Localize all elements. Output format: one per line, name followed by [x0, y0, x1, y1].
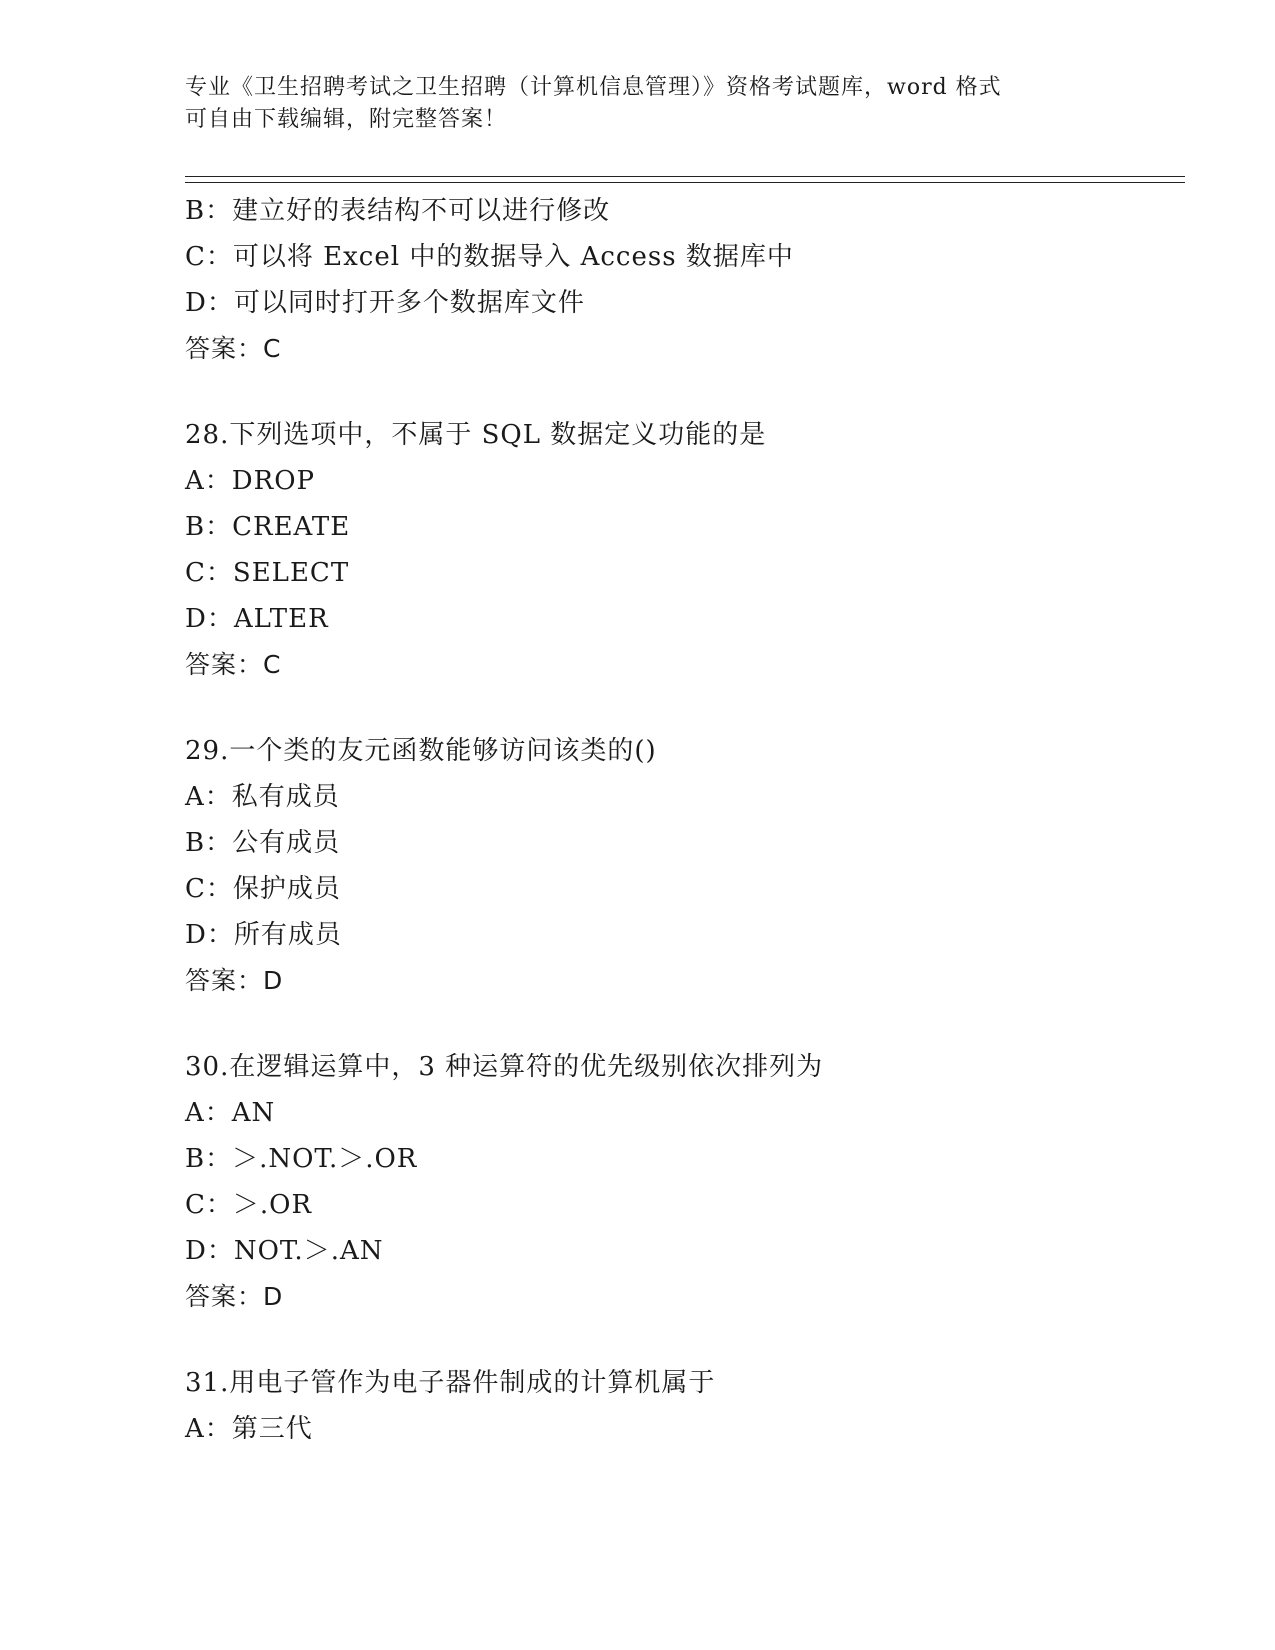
option-a: A：AN: [185, 1098, 276, 1128]
option-c: C：SELECT: [185, 558, 350, 588]
option-b: B：＞.NOT.＞.OR: [185, 1144, 418, 1174]
answer-line: 答案：C: [185, 650, 282, 679]
answer-line: 答案：D: [185, 966, 284, 995]
document-header: [185, 72, 1085, 136]
spacer: [185, 1004, 1185, 1044]
option-a: A：第三代: [185, 1414, 313, 1444]
header-line-1: 专业《卫生招聘考试之卫生招聘（计算机信息管理）》资格考试题库，word 格式: [185, 75, 1002, 100]
spacer: [185, 1320, 1185, 1360]
question-31: [185, 1360, 1185, 1452]
option-c: C：保护成员: [185, 874, 341, 904]
header-line-2: 可自由下载编辑，附完整答案！: [185, 107, 508, 132]
question-list: [185, 188, 1185, 1452]
spacer: [185, 372, 1185, 412]
question-30: [185, 1044, 1185, 1320]
question-text: 29.一个类的友元函数能够访问该类的(): [185, 736, 657, 766]
question-29: [185, 728, 1185, 1004]
option-d: D：ALTER: [185, 604, 329, 634]
option-d: D：可以同时打开多个数据库文件: [185, 288, 585, 318]
option-d: D：所有成员: [185, 920, 342, 950]
option-b: B：建立好的表结构不可以进行修改: [185, 196, 611, 226]
spacer: [185, 688, 1185, 728]
option-c: C：可以将 Excel 中的数据导入 Access 数据库中: [185, 242, 794, 272]
option-d: D：NOT.＞.AN: [185, 1236, 384, 1266]
question-text: 30.在逻辑运算中，3 种运算符的优先级别依次排列为: [185, 1052, 824, 1082]
header-rule-bottom: [185, 182, 1185, 183]
answer-line: 答案：C: [185, 334, 282, 363]
option-b: B：公有成员: [185, 828, 341, 858]
answer-line: 答案：D: [185, 1282, 284, 1311]
option-a: A：私有成员: [185, 782, 340, 812]
option-c: C：＞.OR: [185, 1190, 313, 1220]
header-rule-top: [185, 176, 1185, 177]
question-text: 31.用电子管作为电子器件制成的计算机属于: [185, 1368, 716, 1398]
question-28: [185, 412, 1185, 688]
option-b: B：CREATE: [185, 512, 351, 542]
question-text: 28.下列选项中，不属于 SQL 数据定义功能的是: [185, 420, 767, 450]
question-27: [185, 188, 1185, 372]
option-a: A：DROP: [185, 466, 316, 496]
